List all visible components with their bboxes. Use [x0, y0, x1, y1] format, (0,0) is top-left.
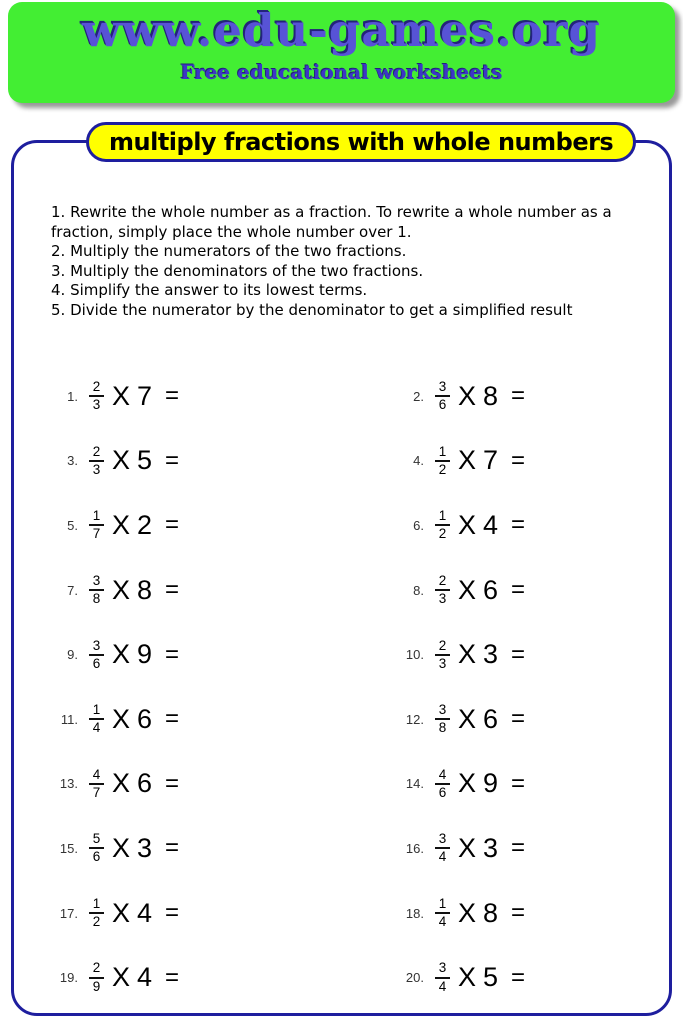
multiplication-expression: [112, 639, 152, 670]
multiplication-expression: [112, 704, 152, 735]
problem-number: 13.: [59, 776, 78, 792]
whole-number: 4: [137, 897, 153, 928]
problem-number: 5.: [67, 517, 78, 533]
multiply-sign: X: [458, 897, 477, 928]
worksheet-title-pill: [86, 122, 636, 162]
fraction-denominator: 3: [92, 397, 101, 413]
fraction-denominator: 2: [92, 914, 101, 930]
equals-sign: =: [165, 834, 180, 862]
multiplication-expression: [458, 381, 498, 412]
fraction-denominator: 7: [92, 784, 101, 800]
fraction-numerator: 1: [92, 702, 101, 718]
whole-number: 6: [483, 703, 499, 734]
fraction-numerator: 1: [92, 895, 101, 911]
whole-number: 3: [137, 832, 153, 863]
multiply-sign: X: [458, 962, 477, 993]
problem-item: [396, 429, 669, 494]
multiplication-expression: [112, 381, 152, 412]
multiply-sign: X: [112, 380, 131, 411]
fraction-denominator: 3: [438, 591, 447, 607]
multiplication-expression: [112, 445, 152, 476]
equals-sign: =: [165, 769, 180, 797]
multiplication-expression: [112, 510, 152, 541]
fraction-numerator: 1: [438, 443, 447, 459]
fraction-numerator: 1: [438, 895, 447, 911]
whole-number: 6: [483, 574, 499, 605]
fraction-numerator: 1: [438, 508, 447, 524]
whole-number: 9: [137, 639, 153, 670]
fraction: [435, 639, 450, 671]
multiply-sign: X: [458, 832, 477, 863]
fraction-numerator: 2: [438, 572, 447, 588]
multiplication-expression: [458, 962, 498, 993]
multiplication-expression: [458, 445, 498, 476]
equals-sign: =: [511, 382, 526, 410]
whole-number: 9: [483, 768, 499, 799]
problem-item: [50, 752, 396, 817]
fraction-denominator: 2: [438, 461, 447, 477]
problem-number: 1.: [67, 388, 78, 404]
fraction: [435, 832, 450, 864]
fraction-numerator: 4: [92, 766, 101, 782]
fraction-numerator: 1: [92, 508, 101, 524]
multiplication-expression: [112, 898, 152, 929]
whole-number: 3: [483, 639, 499, 670]
problem-number: 9.: [67, 647, 78, 663]
fraction: [89, 703, 104, 735]
problem-number: 17.: [59, 905, 78, 921]
problem-item: [396, 622, 669, 687]
multiply-sign: X: [112, 574, 131, 605]
multiply-sign: X: [112, 703, 131, 734]
whole-number: 7: [137, 380, 153, 411]
fraction: [435, 768, 450, 800]
multiplication-expression: [112, 575, 152, 606]
equals-sign: =: [511, 640, 526, 668]
fraction: [89, 574, 104, 606]
fraction-numerator: 3: [438, 702, 447, 718]
equals-sign: =: [165, 640, 180, 668]
equals-sign: =: [511, 511, 526, 539]
multiplication-expression: [458, 833, 498, 864]
problem-number: 16.: [405, 840, 424, 856]
fraction-numerator: 2: [92, 379, 101, 395]
fraction: [89, 639, 104, 671]
multiply-sign: X: [112, 445, 131, 476]
fraction: [435, 574, 450, 606]
fraction: [435, 961, 450, 993]
fraction: [435, 897, 450, 929]
problem-number: 18.: [405, 905, 424, 921]
multiply-sign: X: [458, 703, 477, 734]
problem-item: [50, 493, 396, 558]
problem-item: [50, 816, 396, 881]
multiply-sign: X: [458, 768, 477, 799]
problem-item: [396, 493, 669, 558]
problem-number: 10.: [405, 647, 424, 663]
whole-number: 2: [137, 509, 153, 540]
fraction: [89, 768, 104, 800]
fraction-numerator: 4: [438, 766, 447, 782]
multiply-sign: X: [458, 574, 477, 605]
multiplication-expression: [458, 768, 498, 799]
multiplication-expression: [112, 768, 152, 799]
fraction-denominator: 4: [438, 978, 447, 994]
problem-number: 7.: [67, 582, 78, 598]
problem-item: [396, 881, 669, 946]
problem-item: [50, 364, 396, 429]
problem-item: [50, 558, 396, 623]
fraction-denominator: 3: [92, 461, 101, 477]
multiply-sign: X: [112, 962, 131, 993]
whole-number: 8: [483, 897, 499, 928]
problem-item: [50, 881, 396, 946]
equals-sign: =: [511, 963, 526, 991]
fraction-numerator: 3: [92, 572, 101, 588]
equals-sign: =: [165, 382, 180, 410]
multiply-sign: X: [458, 380, 477, 411]
problem-item: [396, 364, 669, 429]
instruction-line: 5. Divide the numerator by the denominator to get a simplified result: [51, 300, 573, 319]
whole-number: 4: [137, 962, 153, 993]
multiply-sign: X: [458, 445, 477, 476]
equals-sign: =: [511, 446, 526, 474]
multiplication-expression: [112, 962, 152, 993]
multiply-sign: X: [458, 639, 477, 670]
problem-number: 6.: [413, 517, 424, 533]
whole-number: 6: [137, 703, 153, 734]
equals-sign: =: [165, 963, 180, 991]
fraction: [89, 832, 104, 864]
multiplication-expression: [458, 704, 498, 735]
worksheet-title: multiply fractions with whole numbers: [109, 128, 614, 156]
whole-number: 6: [137, 768, 153, 799]
fraction-denominator: 9: [92, 978, 101, 994]
equals-sign: =: [511, 834, 526, 862]
fraction: [435, 703, 450, 735]
problem-number: 14.: [405, 776, 424, 792]
instruction-line: 1. Rewrite the whole number as a fraction. To rewrite a whole number as a fraction, simply place the whole number over 1.: [51, 203, 612, 241]
fraction: [89, 380, 104, 412]
fraction: [435, 445, 450, 477]
instruction-line: 2. Multiply the numerators of the two fractions.: [51, 242, 407, 260]
site-title: www.edu-games.org: [82, 4, 601, 57]
equals-sign: =: [165, 446, 180, 474]
fraction-denominator: 8: [438, 720, 447, 736]
multiply-sign: X: [112, 509, 131, 540]
equals-sign: =: [165, 899, 180, 927]
problem-number: 2.: [413, 388, 424, 404]
fraction-denominator: 2: [438, 526, 447, 542]
equals-sign: =: [511, 899, 526, 927]
whole-number: 3: [483, 832, 499, 863]
multiplication-expression: [458, 575, 498, 606]
fraction-denominator: 4: [438, 849, 447, 865]
multiplication-expression: [458, 898, 498, 929]
fraction-denominator: 6: [438, 784, 447, 800]
equals-sign: =: [165, 705, 180, 733]
fraction-denominator: 6: [92, 849, 101, 865]
fraction: [89, 961, 104, 993]
fraction-numerator: 3: [438, 379, 447, 395]
multiplication-expression: [458, 639, 498, 670]
multiply-sign: X: [112, 639, 131, 670]
problem-item: [50, 945, 396, 1010]
problem-item: [50, 687, 396, 752]
problem-number: 20.: [405, 970, 424, 986]
equals-sign: =: [511, 705, 526, 733]
problems-grid: [50, 364, 669, 1010]
equals-sign: =: [165, 576, 180, 604]
fraction-numerator: 2: [92, 443, 101, 459]
multiply-sign: X: [112, 897, 131, 928]
problem-number: 8.: [413, 582, 424, 598]
problem-number: 15.: [59, 840, 78, 856]
fraction-numerator: 3: [438, 831, 447, 847]
problem-item: [396, 816, 669, 881]
problem-number: 19.: [59, 970, 78, 986]
problem-number: 11.: [60, 711, 78, 727]
problem-number: 3.: [67, 453, 78, 469]
fraction: [435, 380, 450, 412]
multiply-sign: X: [112, 768, 131, 799]
problem-item: [50, 429, 396, 494]
equals-sign: =: [165, 511, 180, 539]
whole-number: 5: [483, 962, 499, 993]
problem-item: [396, 558, 669, 623]
whole-number: 4: [483, 509, 499, 540]
multiplication-expression: [458, 510, 498, 541]
problem-item: [396, 752, 669, 817]
fraction-denominator: 8: [92, 591, 101, 607]
fraction: [89, 897, 104, 929]
fraction-denominator: 4: [438, 914, 447, 930]
fraction-denominator: 4: [92, 720, 101, 736]
fraction: [435, 509, 450, 541]
problem-number: 12.: [405, 711, 424, 727]
site-subtitle: Free educational worksheets: [180, 60, 503, 84]
site-banner: [8, 2, 675, 103]
fraction-denominator: 6: [438, 397, 447, 413]
instruction-line: 4. Simplify the answer to its lowest terms.: [51, 281, 368, 299]
fraction-denominator: 3: [438, 655, 447, 671]
instructions-list: [51, 203, 659, 320]
problem-item: [396, 945, 669, 1010]
whole-number: 5: [137, 445, 153, 476]
fraction: [89, 509, 104, 541]
multiply-sign: X: [112, 832, 131, 863]
multiply-sign: X: [458, 509, 477, 540]
fraction-numerator: 3: [438, 960, 447, 976]
worksheet-sheet: [11, 128, 672, 1016]
fraction-numerator: 3: [92, 637, 101, 653]
problem-item: [50, 622, 396, 687]
multiplication-expression: [112, 833, 152, 864]
fraction-numerator: 5: [92, 831, 101, 847]
equals-sign: =: [511, 576, 526, 604]
equals-sign: =: [511, 769, 526, 797]
fraction-numerator: 2: [438, 637, 447, 653]
instruction-line: 3. Multiply the denominators of the two fractions.: [51, 261, 424, 280]
fraction-denominator: 7: [92, 526, 101, 542]
whole-number: 8: [483, 380, 499, 411]
whole-number: 8: [137, 574, 153, 605]
whole-number: 7: [483, 445, 499, 476]
problem-number: 4.: [413, 453, 424, 469]
fraction: [89, 445, 104, 477]
fraction-denominator: 6: [92, 655, 101, 671]
fraction-numerator: 2: [92, 960, 101, 976]
problem-item: [396, 687, 669, 752]
